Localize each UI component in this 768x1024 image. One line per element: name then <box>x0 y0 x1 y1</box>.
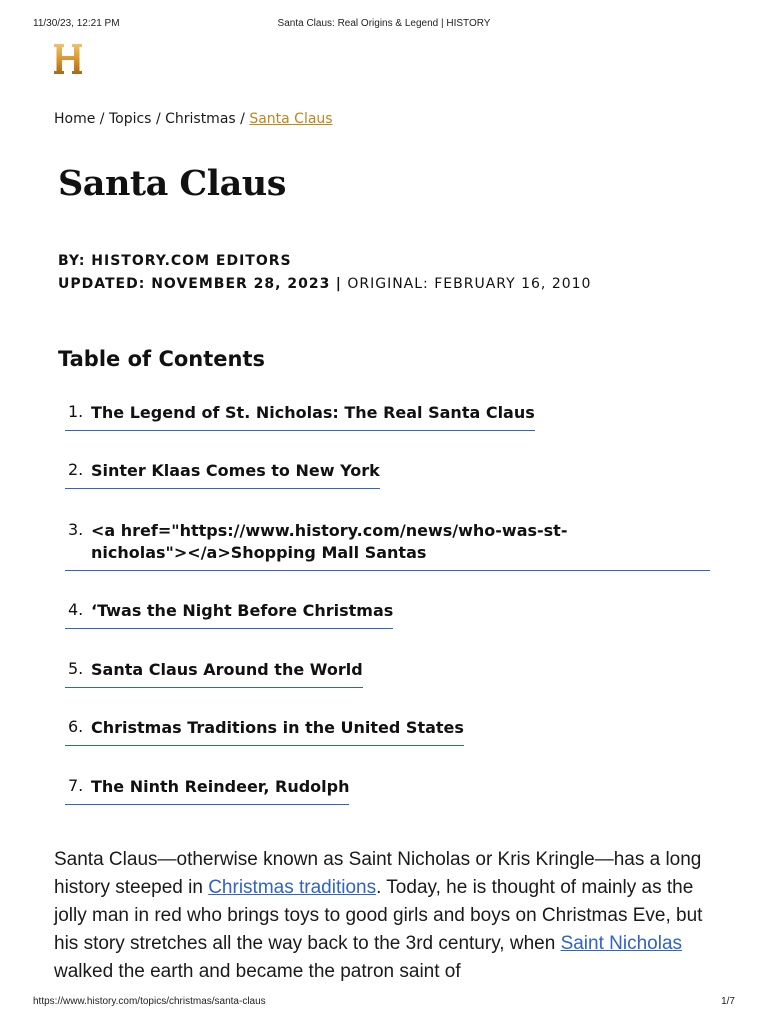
breadcrumb-separator: / <box>99 111 105 127</box>
breadcrumb-christmas[interactable]: Christmas <box>165 111 236 127</box>
breadcrumb-home[interactable]: Home <box>54 111 96 127</box>
toc-item[interactable] <box>65 460 380 489</box>
print-datetime: 11/30/23, 12:21 PM <box>33 18 120 29</box>
page-title: Santa Claus <box>58 163 286 204</box>
christmas-traditions-link[interactable]: Christmas traditions <box>208 877 377 898</box>
toc-item[interactable] <box>65 520 710 571</box>
breadcrumb <box>54 111 333 127</box>
print-page-title: Santa Claus: Real Origins & Legend | HISTORY <box>277 18 491 29</box>
toc-item-link[interactable]: <a href="https://www.history.com/news/who-was-st-nicholas"></a>Shopping Mall Santas <box>91 521 568 562</box>
print-footer <box>0 994 768 1010</box>
date-divider: | <box>335 276 342 292</box>
toc-item-number: 1. <box>68 402 84 421</box>
toc-item-number: 5. <box>68 659 84 678</box>
breadcrumb-current[interactable]: Santa Claus <box>249 111 333 127</box>
article-paragraph <box>54 846 714 986</box>
toc-item-number: 7. <box>68 776 84 795</box>
toc-title: Table of Contents <box>58 347 266 371</box>
print-header <box>0 14 768 30</box>
toc-item-link[interactable]: Christmas Traditions in the United States <box>91 718 464 737</box>
original-date: ORIGINAL: FEBRUARY 16, 2010 <box>347 276 592 292</box>
toc-item[interactable] <box>65 717 464 746</box>
paragraph-text: walked the earth and became the patron saint of <box>54 961 461 982</box>
date-line <box>58 276 591 292</box>
toc-item[interactable] <box>65 600 393 629</box>
saint-nicholas-link[interactable]: Saint Nicholas <box>560 933 683 954</box>
breadcrumb-separator: / <box>240 111 245 127</box>
toc-item-number: 2. <box>68 460 84 479</box>
breadcrumb-separator: / <box>155 111 161 127</box>
byline: BY: HISTORY.COM EDITORS <box>58 253 292 269</box>
toc-item-number: 3. <box>68 520 84 539</box>
paragraph-text: Santa Claus—otherwise known as Saint Nicholas or Kris Kringle—has a long history steeped in <box>54 849 702 898</box>
toc-item-number: 4. <box>68 600 84 619</box>
toc-item-link[interactable]: Santa Claus Around the World <box>91 660 363 679</box>
updated-date: UPDATED: NOVEMBER 28, 2023 <box>58 276 331 292</box>
toc-item-link[interactable]: ‘Twas the Night Before Christmas <box>91 601 394 620</box>
toc-item-link[interactable]: The Ninth Reindeer, Rudolph <box>91 777 350 796</box>
print-page-number: 1/7 <box>721 996 735 1007</box>
toc-item[interactable] <box>65 659 363 688</box>
history-logo-icon[interactable] <box>52 42 84 76</box>
paragraph-text: . Today, he is thought of mainly as the jolly man in red who brings toys to good girls and boys on Christmas Eve, but his story stretches all the way back to the 3rd century, when <box>54 877 703 954</box>
print-url: https://www.history.com/topics/christmas/santa-claus <box>33 996 266 1007</box>
toc-item-link[interactable]: The Legend of St. Nicholas: The Real Santa Claus <box>91 403 535 422</box>
breadcrumb-topics[interactable]: Topics <box>108 111 152 127</box>
toc-item-number: 6. <box>68 717 84 736</box>
toc-item-link[interactable]: Sinter Klaas Comes to New York <box>91 461 380 480</box>
toc-item[interactable] <box>65 776 349 805</box>
toc-item[interactable] <box>65 402 535 431</box>
